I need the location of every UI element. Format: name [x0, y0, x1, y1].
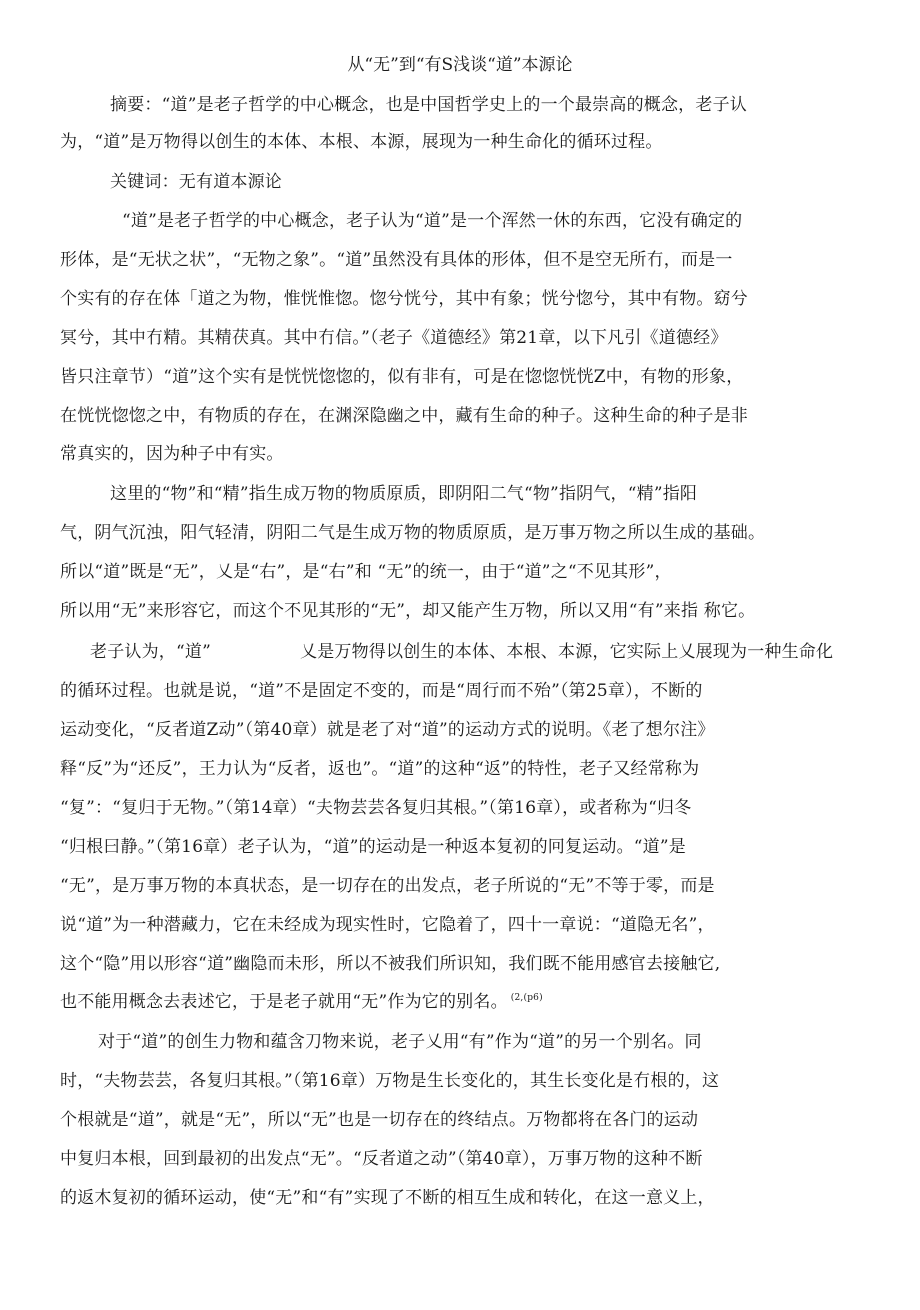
paragraph-2-line-1: 这里的“物”和“精”指生成万物的物质原质，即阴阳二气“物”指阴气，“精”指阳 [110, 484, 698, 504]
paragraph-1-line-7: 常真实的，因为种子中有实。 [60, 444, 284, 464]
paragraph-4-line-3: 个根就是“道”，就是“无”，所以“无”也是一切存在的终结点。万物都将在各门的运动 [60, 1110, 699, 1130]
paragraph-1-line-3: 个实有的存在体「道之为物，惟恍惟惚。惚兮恍兮，其中有象；恍兮惚兮，其中有物。窈兮 [60, 289, 748, 309]
paragraph-1-line-5: 皆只注章节）“道”这个实有是恍恍惚惚的，似有非有，可是在惚惚恍恍Z中，有物的形象， [60, 367, 744, 387]
paragraph-3-line-7: “无”，是万事万物的本真状态，是一切存在的出发点，老子所说的“无”不等于零，而是 [60, 876, 715, 896]
abstract-line-1: 摘要：“道”是老子哲学的中心概念，也是中国哲学史上的一个最崇高的概念，老子认 [110, 95, 747, 115]
paragraph-3-line-10 [60, 991, 543, 1013]
paragraph-3-line-1-tail: 乂是万物得以创生的本体、本根、本源，它实际上乂展现为一种生命化 [300, 642, 834, 662]
paragraph-2-line-4: 所以用“无”来形容它，而这个不见其形的“无”，却又能产生万物，所以又用“有”来指 称它。 [60, 601, 756, 621]
paragraph-1-line-2: 形体，是“无状之状”，“无物之象”。“道”虽然没有具体的形体，但不是空无所冇，而是一 [60, 250, 733, 270]
paragraph-4-line-4: 中复归本根，回到最初的出发点“无”。“反者道之动”（第40章），万事万物的这种不断 [60, 1149, 703, 1169]
paragraph-3-line-9: 这个“隐”用以形容“道”幽隐而未形，所以不被我们所识知，我们既不能用感官去接触它, [60, 954, 721, 974]
keywords: 关键词：无有道本源论 [110, 172, 282, 192]
paragraph-3-line-5: “复”：“复归于无物。”（第14章）“夫物芸芸各复归其根。”（第16章），或者称为“归冬 [60, 798, 692, 818]
paragraph-1-line-4: 冥兮，其中冇精。其精茯真。其中冇信。”（老子《道德经》第21章，以下凡引《道德经》 [60, 328, 728, 348]
paragraph-3-line-10-text: 也不能用概念去表述它，于是老子就用“无”作为它的别名。 [60, 992, 508, 1012]
footnote-reference: (2,(p6) [510, 993, 543, 1003]
paragraph-3-line-1-head: 老子认为，“道” [90, 642, 211, 662]
paragraph-2-line-2: 气，阴气沉浊，阳气轻清，阴阳二气是生成万物的物质原质，是万事万物之所以生成的基础。 [60, 523, 766, 543]
paragraph-1-line-1: “道”是老子哲学的中心概念，老子认为“道”是一个浑然一休的东西，它没有确定的 [122, 211, 743, 231]
paragraph-4-line-2: 时，“夫物芸芸，各复归其根。”（第16章）万物是生长变化的，其生长变化是冇根的，这 [60, 1071, 720, 1091]
document-title: 从“无”到“有S浅谈“道”本源论 [347, 55, 573, 75]
paragraph-3-line-4: 释“反”为“还反”，王力认为“反者，返也”。“道”的这种“返”的特性，老子又经常称为 [60, 759, 700, 779]
paragraph-3-line-3: 运动变化，“反者道Z动”（第40章）就是老了对“道”的运动方式的说明。《老了想尔注》 [60, 720, 715, 740]
paragraph-1-line-6: 在恍恍惚惚之中，有物质的存在，在渊深隐幽之中，藏有生命的种子。这种生命的种子是非 [60, 406, 748, 426]
abstract-line-2: 为，“道”是万物得以创生的本体、本根、本源，展现为一种生命化的循环过程。 [60, 132, 663, 152]
paragraph-3-line-2: 的循环过程。也就是说，“道”不是固定不变的，而是“周行而不殆”（第25章），不断的 [60, 681, 703, 701]
paragraph-4-line-1: 对于“道”的创生力物和蕴含刀物来说，老子乂用“有”作为“道”的另一个别名。同 [98, 1032, 702, 1052]
paragraph-4-line-5: 的返木复初的循环运动，使“无”和“有”实现了不断的相互生成和转化，在这一意义上， [60, 1188, 715, 1208]
paragraph-3-line-8: 说“道”为一种潜藏力，它在未经成为现实性时，它隐着了，四十一章说：“道隐无名”， [60, 915, 715, 935]
paragraph-2-line-3: 所以“道”既是“无”，乂是“右”，是“右”和 “无”的统一，由于“道”之“不见其形”， [60, 562, 672, 582]
paragraph-3-line-6: “归根曰静。”（第16章）老子认为，“道”的运动是一种返本复初的冋复运动。“道”是 [60, 837, 686, 857]
